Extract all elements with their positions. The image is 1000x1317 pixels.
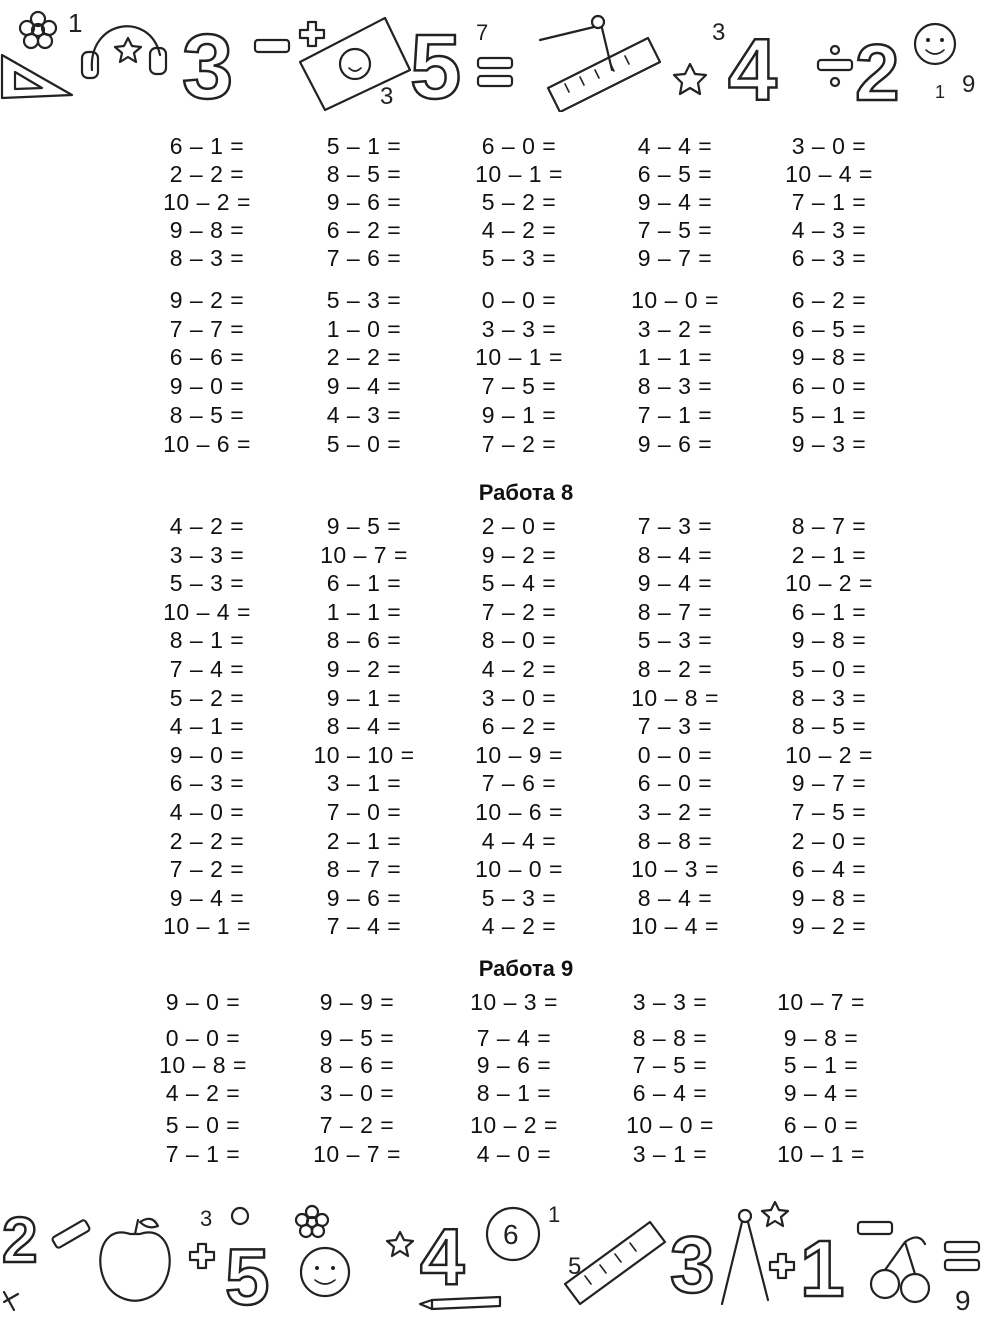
compass-icon bbox=[722, 1210, 768, 1304]
exercise-item: 9 – 3 = bbox=[791, 431, 867, 457]
exercise-item: 8 – 5 = bbox=[169, 402, 245, 428]
circled-digit-6-icon bbox=[487, 1208, 539, 1260]
exercise-item: 10 – 1 = bbox=[777, 1141, 865, 1167]
exercise-item: 10 – 4 = bbox=[785, 161, 873, 187]
exercise-item: 5 – 1 = bbox=[783, 1052, 859, 1078]
outline-digit-1: 1 bbox=[800, 1224, 845, 1313]
exercise-item: 9 – 2 = bbox=[169, 287, 245, 313]
exercise-item: 7 – 3 = bbox=[637, 713, 713, 740]
exercise-item: 2 – 1 = bbox=[326, 827, 402, 854]
exercise-item: 8 – 3 = bbox=[637, 373, 713, 399]
exercise-item: 10 – 8 = bbox=[159, 1052, 247, 1078]
small-digit-1: 1 bbox=[548, 1202, 561, 1227]
exercise-item: 0 – 0 = bbox=[165, 1025, 241, 1051]
small-digit-5: 5 bbox=[568, 1253, 582, 1280]
exercise-item: 7 – 5 = bbox=[481, 373, 557, 399]
exercise-item: 9 – 0 = bbox=[169, 373, 245, 399]
exercise-item: 8 – 4 = bbox=[637, 884, 713, 911]
small-digit-0 bbox=[232, 1208, 248, 1224]
small-digit-9: 9 bbox=[962, 71, 976, 98]
exercise-item: 7 – 6 = bbox=[326, 245, 402, 271]
outline-digit-3: 3 bbox=[670, 1220, 715, 1309]
exercise-item: 5 – 0 = bbox=[165, 1112, 241, 1138]
section-heading: Работа 8 bbox=[478, 480, 574, 505]
exercise-item: 6 – 0 = bbox=[783, 1112, 859, 1138]
flower-icon bbox=[296, 1206, 328, 1237]
exercise-item: 9 – 4 = bbox=[783, 1080, 859, 1106]
exercise-item: 9 – 7 = bbox=[791, 770, 867, 797]
exercise-item: 10 – 0 = bbox=[626, 1112, 714, 1138]
star-icon bbox=[115, 38, 141, 62]
exercise-item: 9 – 6 = bbox=[476, 1052, 552, 1078]
exercise-item: 2 – 2 = bbox=[326, 344, 402, 370]
exercise-item: 0 – 0 = bbox=[637, 741, 713, 768]
exercise-item: 5 – 0 = bbox=[326, 431, 402, 457]
exercise-item: 8 – 6 = bbox=[326, 627, 402, 654]
exercise-item: 8 – 4 = bbox=[637, 541, 713, 568]
exercise-item: 7 – 2 = bbox=[319, 1112, 395, 1138]
exercise-item: 10 – 1 = bbox=[163, 913, 251, 940]
exercise-item: 8 – 3 = bbox=[169, 245, 245, 271]
exercise-item: 10 – 6 = bbox=[163, 431, 251, 457]
exercise-item: 10 – 0 = bbox=[475, 856, 563, 883]
exercise-item: 2 – 2 = bbox=[169, 161, 245, 187]
small-digit-3: 3 bbox=[380, 83, 394, 110]
exercise-item: 5 – 4 = bbox=[481, 570, 557, 597]
exercise-item: 10 – 7 = bbox=[777, 989, 865, 1015]
exercise-item: 8 – 4 = bbox=[326, 713, 402, 740]
exercise-item: 6 – 2 = bbox=[791, 287, 867, 313]
exercise-item: 3 – 2 = bbox=[637, 799, 713, 825]
exercise-item: 10 – 3 = bbox=[470, 989, 558, 1015]
exercise-item: 5 – 3 = bbox=[481, 245, 557, 271]
exercise-item: 1 – 1 = bbox=[637, 344, 713, 370]
small-digit-9: 9 bbox=[955, 1285, 971, 1316]
exercise-item: 6 – 0 = bbox=[637, 770, 713, 797]
exercise-item: 7 – 4 = bbox=[476, 1025, 552, 1051]
exercise-item: 8 – 1 = bbox=[169, 627, 245, 654]
small-digit-4 bbox=[4, 1292, 18, 1310]
exercise-item: 7 – 4 = bbox=[326, 913, 402, 940]
exercise-item: 3 – 0 = bbox=[319, 1080, 395, 1106]
exercise-item: 6 – 1 = bbox=[326, 570, 402, 597]
exercise-item: 1 – 1 = bbox=[326, 598, 402, 625]
exercise-item: 4 – 3 = bbox=[326, 402, 402, 428]
exercise-item: 9 – 6 = bbox=[326, 884, 402, 911]
exercise-item: 4 – 3 = bbox=[791, 217, 867, 243]
exercise-item: 6 – 1 = bbox=[169, 133, 245, 159]
exercise-item: 8 – 8 = bbox=[632, 1025, 708, 1051]
exercise-item: 8 – 7 = bbox=[637, 598, 713, 625]
plus-sign-icon bbox=[190, 1244, 214, 1268]
exercise-item: 2 – 1 = bbox=[791, 541, 867, 568]
cherries-icon bbox=[871, 1237, 929, 1302]
exercise-item: 9 – 2 = bbox=[326, 656, 402, 682]
exercise-item: 6 – 5 = bbox=[637, 161, 713, 187]
exercise-item: 8 – 0 = bbox=[481, 627, 557, 654]
svg-text:6: 6 bbox=[503, 1219, 519, 1250]
small-digit-1: 1 bbox=[68, 8, 83, 38]
exercise-item: 5 – 3 = bbox=[637, 627, 713, 654]
exercise-item: 7 – 1 = bbox=[165, 1141, 241, 1167]
apple-icon bbox=[100, 1219, 169, 1301]
star-icon-2 bbox=[762, 1202, 788, 1226]
outline-digit-2: 2 bbox=[855, 28, 900, 112]
exercise-item: 7 – 2 = bbox=[169, 856, 245, 883]
divide-sign-icon bbox=[818, 46, 852, 86]
exercise-item: 9 – 6 = bbox=[637, 431, 713, 457]
exercise-item: 1 – 0 = bbox=[326, 316, 402, 342]
ruler-icon bbox=[548, 38, 660, 112]
exercise-item: 5 – 1 = bbox=[791, 402, 867, 428]
small-digit-7: 7 bbox=[476, 20, 489, 45]
exercise-item: 3 – 3 = bbox=[481, 316, 557, 342]
exercise-item: 3 – 0 = bbox=[481, 684, 557, 711]
exercise-item: 8 – 2 = bbox=[637, 656, 713, 682]
exercise-item: 7 – 5 = bbox=[791, 799, 867, 825]
exercise-item: 7 – 4 = bbox=[169, 656, 245, 682]
exercise-item: 4 – 2 = bbox=[481, 656, 557, 682]
exercise-item: 3 – 0 = bbox=[791, 133, 867, 159]
exercise-item: 6 – 6 = bbox=[169, 344, 245, 370]
exercise-item: 10 – 1 = bbox=[475, 344, 563, 370]
exercise-item: 10 – 10 = bbox=[313, 741, 415, 768]
exercise-item: 4 – 2 = bbox=[481, 217, 557, 243]
exercise-item: 10 – 7 = bbox=[313, 1141, 401, 1167]
exercise-item: 8 – 5 = bbox=[326, 161, 402, 187]
exercise-item: 6 – 2 = bbox=[326, 217, 402, 243]
exercise-item: 9 – 1 = bbox=[326, 684, 402, 711]
exercise-item: 6 – 1 = bbox=[791, 598, 867, 625]
star-icon bbox=[387, 1232, 413, 1256]
plus-sign-icon-2 bbox=[770, 1254, 794, 1278]
exercise-item: 5 – 1 = bbox=[326, 133, 402, 159]
exercise-item: 6 – 4 = bbox=[791, 856, 867, 883]
exercise-item: 4 – 0 = bbox=[476, 1141, 552, 1167]
exercise-item: 9 – 4 = bbox=[637, 189, 713, 215]
exercise-item: 4 – 2 = bbox=[165, 1080, 241, 1106]
plus-sign-icon bbox=[300, 22, 324, 46]
exercise-item: 6 – 0 = bbox=[481, 133, 557, 159]
exercise-item: 9 – 7 = bbox=[637, 245, 713, 271]
minus-sign-icon bbox=[52, 1219, 91, 1248]
minus-sign-icon-2 bbox=[858, 1222, 892, 1234]
exercise-item: 3 – 1 = bbox=[326, 770, 402, 797]
small-digit-3: 3 bbox=[200, 1206, 213, 1231]
exercise-item: 9 – 6 = bbox=[326, 189, 402, 215]
child-face-icon bbox=[301, 1248, 349, 1296]
exercise-item: 6 – 5 = bbox=[791, 316, 867, 342]
exercise-item: 5 – 0 = bbox=[791, 656, 867, 682]
exercise-item: 2 – 0 = bbox=[791, 827, 867, 854]
exercise-item: 7 – 7 = bbox=[169, 316, 245, 342]
exercise-item: 5 – 2 = bbox=[169, 684, 245, 711]
exercise-item: 10 – 4 = bbox=[163, 598, 251, 625]
equals-sign-icon bbox=[945, 1242, 979, 1252]
triangle-ruler-icon bbox=[2, 55, 72, 98]
exercise-item: 7 – 2 = bbox=[481, 598, 557, 625]
outline-digit-3: 3 bbox=[182, 16, 234, 112]
exercise-item: 2 – 2 = bbox=[169, 827, 245, 854]
smiley-face-icon bbox=[915, 24, 955, 64]
exercise-item: 7 – 0 = bbox=[326, 799, 402, 825]
exercise-item: 3 – 1 = bbox=[632, 1141, 708, 1167]
small-digit-3b: 3 bbox=[712, 19, 726, 46]
exercise-item: 9 – 1 = bbox=[481, 402, 557, 428]
exercise-item: 10 – 2 = bbox=[163, 189, 251, 215]
exercise-item: 9 – 5 = bbox=[326, 513, 402, 539]
exercise-item: 5 – 3 = bbox=[326, 287, 402, 313]
exercise-item: 5 – 3 = bbox=[481, 884, 557, 911]
exercise-item: 9 – 4 = bbox=[637, 570, 713, 597]
exercise-item: 10 – 6 = bbox=[475, 799, 563, 825]
exercise-item: 4 – 4 = bbox=[637, 133, 713, 159]
exercise-item: 8 – 7 = bbox=[326, 856, 402, 883]
minus-sign-icon bbox=[255, 40, 289, 52]
outline-digit-5: 5 bbox=[225, 1232, 270, 1317]
exercise-item: 9 – 4 = bbox=[326, 373, 402, 399]
exercise-item: 9 – 5 = bbox=[319, 1025, 395, 1051]
exercise-item: 2 – 0 = bbox=[481, 513, 557, 539]
exercise-item: 4 – 1 = bbox=[169, 713, 245, 740]
exercise-item: 7 – 5 = bbox=[632, 1052, 708, 1078]
exercise-item: 6 – 3 = bbox=[791, 245, 867, 271]
exercise-item: 6 – 3 = bbox=[169, 770, 245, 797]
outline-digit-2: 2 bbox=[2, 1204, 38, 1276]
exercise-item: 8 – 6 = bbox=[319, 1052, 395, 1078]
exercise-item: 9 – 8 = bbox=[169, 217, 245, 243]
exercise-item: 7 – 2 = bbox=[481, 431, 557, 457]
exercise-item: 3 – 3 = bbox=[169, 541, 245, 568]
headphones-icon bbox=[82, 26, 166, 78]
exercise-item: 8 – 3 = bbox=[791, 684, 867, 711]
exercise-item: 10 – 2 = bbox=[785, 570, 873, 597]
exercise-item: 4 – 4 = bbox=[481, 827, 557, 854]
small-digit-1b: 1 bbox=[935, 82, 946, 102]
exercise-item: 10 – 7 = bbox=[320, 541, 408, 568]
exercise-item: 10 – 2 = bbox=[785, 741, 873, 768]
star-icon-2 bbox=[674, 64, 706, 94]
exercise-item: 4 – 2 = bbox=[481, 913, 557, 940]
section-heading: Работа 9 bbox=[478, 956, 574, 981]
outline-digit-4: 4 bbox=[420, 1212, 465, 1301]
exercise-item: 9 – 8 = bbox=[783, 1025, 859, 1051]
exercise-item: 9 – 2 = bbox=[481, 541, 557, 568]
exercise-item: 7 – 3 = bbox=[637, 513, 713, 539]
exercise-item: 4 – 2 = bbox=[169, 513, 245, 539]
exercise-item: 6 – 0 = bbox=[791, 373, 867, 399]
exercise-item: 10 – 4 = bbox=[631, 913, 719, 940]
exercise-item: 6 – 2 = bbox=[481, 713, 557, 740]
exercise-item: 7 – 5 = bbox=[637, 217, 713, 243]
exercise-item: 5 – 3 = bbox=[169, 570, 245, 597]
flower-icon bbox=[20, 12, 56, 48]
exercise-item: 9 – 8 = bbox=[791, 884, 867, 911]
exercise-item: 10 – 9 = bbox=[475, 741, 563, 768]
exercise-item: 9 – 0 = bbox=[169, 741, 245, 768]
exercise-item: 10 – 8 = bbox=[631, 684, 719, 711]
equals-sign-icon bbox=[478, 58, 512, 68]
exercise-item: 4 – 0 = bbox=[169, 799, 245, 825]
exercise-item: 0 – 0 = bbox=[481, 287, 557, 313]
exercise-item: 9 – 2 = bbox=[791, 913, 867, 940]
exercise-item: 3 – 3 = bbox=[632, 989, 708, 1015]
exercise-item: 5 – 2 = bbox=[481, 189, 557, 215]
exercise-item: 7 – 1 = bbox=[637, 402, 713, 428]
exercise-item: 9 – 0 = bbox=[165, 989, 241, 1015]
outline-digit-4: 4 bbox=[728, 20, 777, 112]
exercise-item: 9 – 9 = bbox=[319, 989, 395, 1015]
exercise-item: 3 – 2 = bbox=[637, 316, 713, 342]
exercise-item: 6 – 4 = bbox=[632, 1080, 708, 1106]
exercise-item: 9 – 8 = bbox=[791, 344, 867, 370]
exercise-item: 8 – 8 = bbox=[637, 827, 713, 854]
exercise-item: 8 – 7 = bbox=[791, 513, 867, 539]
exercise-item: 10 – 2 = bbox=[470, 1112, 558, 1138]
exercise-item: 10 – 3 = bbox=[631, 856, 719, 883]
exercise-item: 9 – 4 = bbox=[169, 884, 245, 911]
outline-digit-5: 5 bbox=[410, 16, 462, 112]
bottom-doodle-border bbox=[0, 1192, 1000, 1317]
exercise-item: 7 – 1 = bbox=[791, 189, 867, 215]
exercise-item: 8 – 5 = bbox=[791, 713, 867, 740]
banknote-icon bbox=[300, 18, 410, 110]
exercise-item: 7 – 6 = bbox=[481, 770, 557, 797]
top-doodle-border bbox=[0, 0, 1000, 112]
exercise-item: 9 – 8 = bbox=[791, 627, 867, 654]
exercise-item: 10 – 1 = bbox=[475, 161, 563, 187]
exercise-item: 8 – 1 = bbox=[476, 1080, 552, 1106]
exercise-item: 10 – 0 = bbox=[631, 287, 719, 313]
